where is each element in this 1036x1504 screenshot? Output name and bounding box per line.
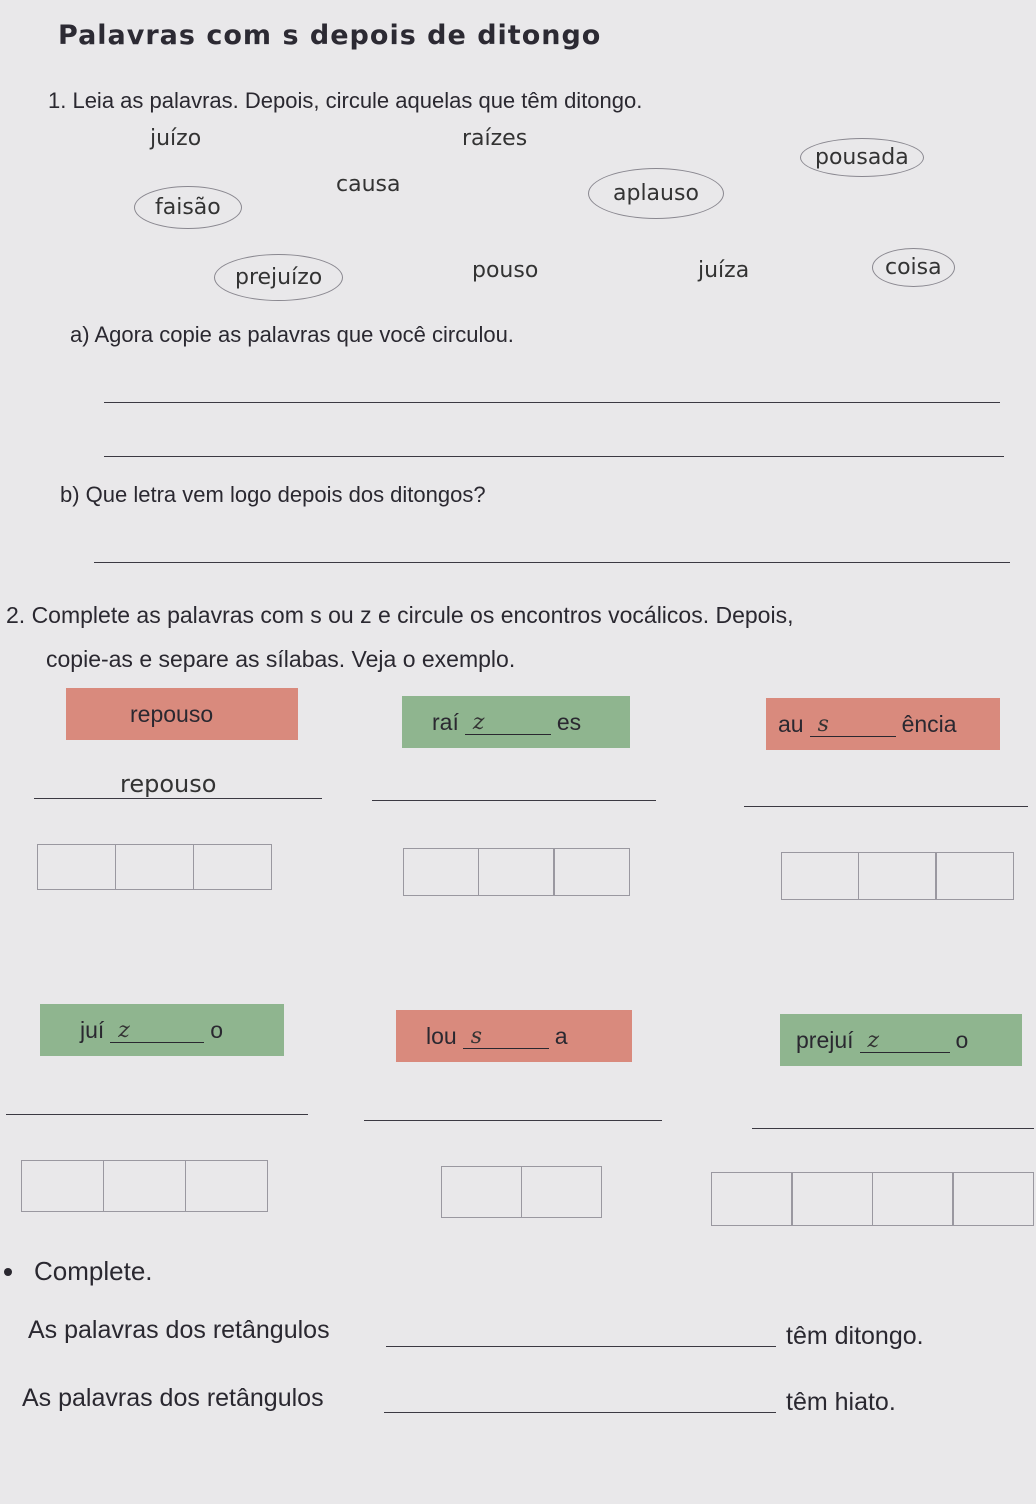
- chip-raizes: raí z es: [402, 696, 630, 748]
- chip-lousa: lou s a: [396, 1010, 632, 1062]
- word-coisa[interactable]: coisa: [872, 248, 955, 287]
- word-juiza[interactable]: juíza: [698, 258, 750, 283]
- answer-line-1a-1[interactable]: [104, 402, 1000, 403]
- blank-juizo[interactable]: z: [110, 1022, 204, 1043]
- chip-audiencia: au s ência: [766, 698, 1000, 750]
- syllable-boxes-3[interactable]: [782, 852, 1014, 900]
- answer-line-1b[interactable]: [94, 562, 1010, 563]
- question-1a: a) Agora copie as palavras que você circulou.: [70, 322, 514, 347]
- copy-line-4[interactable]: [6, 1114, 308, 1115]
- complete-blank-2[interactable]: [384, 1412, 776, 1413]
- complete-line2-pre: As palavras dos retângulos: [22, 1384, 324, 1412]
- chip-prejuizo: prejuí z o: [780, 1014, 1022, 1066]
- copy-line-3[interactable]: [744, 806, 1028, 807]
- chip-repouso: repouso: [66, 688, 298, 740]
- question-2-line2: copie-as e separe as sílabas. Veja o exemplo.: [46, 646, 516, 672]
- chip-juizo: juí z o: [40, 1004, 284, 1056]
- copy-line-2[interactable]: [372, 800, 656, 801]
- word-faisao[interactable]: faisão: [134, 186, 242, 229]
- word-aplauso[interactable]: aplauso: [588, 168, 724, 219]
- blank-lousa[interactable]: s: [463, 1028, 549, 1049]
- copy-line-1[interactable]: [34, 798, 322, 799]
- syllable-boxes-1[interactable]: [38, 844, 272, 890]
- question-1b: b) Que letra vem logo depois dos ditongos?: [60, 482, 486, 507]
- bullet-icon: [4, 1268, 12, 1276]
- syllable-boxes-5[interactable]: [442, 1166, 602, 1218]
- blank-raizes[interactable]: z: [465, 714, 551, 735]
- complete-line1-pre: As palavras dos retângulos: [28, 1316, 330, 1344]
- syllable-boxes-2[interactable]: [404, 848, 630, 896]
- word-prejuizo[interactable]: prejuízo: [214, 254, 343, 301]
- word-juizo[interactable]: juízo: [150, 126, 202, 151]
- blank-audiencia[interactable]: s: [810, 716, 896, 737]
- complete-blank-1[interactable]: [386, 1346, 776, 1347]
- example-answer: repouso: [120, 770, 217, 798]
- syllable-boxes-4[interactable]: [22, 1160, 268, 1212]
- page-title: Palavras com s depois de ditongo: [58, 20, 602, 51]
- word-pousada[interactable]: pousada: [800, 138, 924, 177]
- syllable-boxes-6[interactable]: [712, 1172, 1034, 1226]
- copy-line-6[interactable]: [752, 1128, 1034, 1129]
- complete-heading: Complete.: [34, 1256, 153, 1286]
- question-1: 1. Leia as palavras. Depois, circule aquelas que têm ditongo.: [48, 88, 643, 113]
- word-raizes[interactable]: raízes: [462, 126, 528, 151]
- complete-line2-post: têm hiato.: [786, 1388, 896, 1416]
- answer-line-1a-2[interactable]: [104, 456, 1004, 457]
- copy-line-5[interactable]: [364, 1120, 662, 1121]
- complete-line1-post: têm ditongo.: [786, 1322, 924, 1350]
- word-pouso[interactable]: pouso: [472, 258, 539, 283]
- blank-prejuizo[interactable]: z: [860, 1032, 950, 1053]
- question-2-line1: 2. Complete as palavras com s ou z e circule os encontros vocálicos. Depois,: [6, 602, 794, 628]
- word-causa[interactable]: causa: [336, 172, 401, 197]
